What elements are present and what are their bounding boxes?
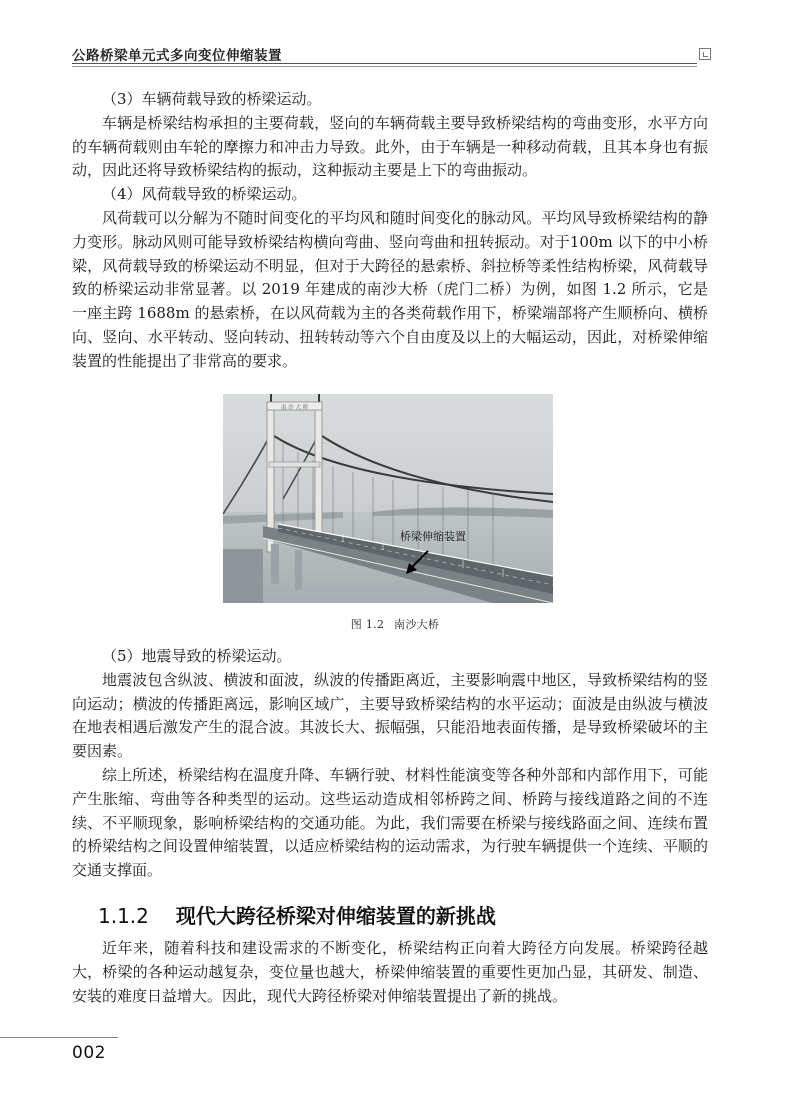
bridge-photo (223, 394, 553, 603)
subsection-heading-earthquake: （5）地震导致的桥梁运动。 (102, 647, 292, 665)
subsection-heading-wind-load: （4）风荷载导致的桥梁运动。 (102, 185, 307, 204)
text-block-1 (72, 88, 708, 374)
page-number: 002 (72, 1043, 106, 1063)
svg-text:南 沙 大 桥: 南 沙 大 桥 (281, 405, 309, 411)
figure-caption-title: 南沙大桥 (394, 618, 440, 631)
paragraph-vehicle-load: 车辆是桥梁结构承担的主要荷载，竖向的车辆荷载主要导致桥梁结构的弯曲变形，水平方向的车辆荷载则由车轮的摩擦力和冲击力导致。此外，由于车辆是一种移动荷载，且其本身也有振动，因此还将导致桥梁结构的振动，这种振动主要是上下的弯曲振动。 (72, 113, 708, 180)
text-block-2 (72, 645, 708, 883)
paragraph-new-challenges: 近年来，随着科技和建设需求的不断变化，桥梁结构正向着大跨径方向发展。桥梁跨径越大，桥梁的各种运动越复杂，变位量也越大，桥梁伸缩装置的重要性更加凸显，其研发、制造、安装的难度日益增大。因此，现代大跨径桥梁对伸缩装置提出了新的挑战。 (72, 939, 708, 1005)
paragraph-wind-load: 风荷载可以分解为不随时间变化的平均风和随时间变化的脉动风。平均风导致桥梁结构的静力变形。脉动风则可能导致桥梁结构横向弯曲、竖向弯曲和扭转振动。对于100m 以下的中小桥梁，风荷载导致的桥梁运动不明显，但对于大跨径的悬索桥、斜拉桥等柔性结构桥梁，风荷载导致的桥梁运动非常显著。以 2019 年建成的南沙大桥（虎门二桥）为例，如图 1.2 所示，它是一座主跨 1688m 的悬索桥，在以风荷载为主的各类荷载作用下，桥梁端部将产生顺桥向、横桥向、竖向、水平转动、竖向转动、扭转转动等六个自由度及以上的大幅运动，因此，对桥梁伸缩装置的性能提出了非常高的要求。 (72, 208, 708, 370)
header-rule (72, 63, 697, 64)
text-block-3 (72, 937, 708, 1008)
running-header-title: 公路桥梁单元式多向变位伸缩装置 (72, 48, 282, 64)
paragraph-summary: 综上所述，桥梁结构在温度升降、车辆行驶、材料性能演变等各种外部和内部作用下，可能产生胀缩、弯曲等各种类型的运动。这些运动造成相邻桥跨之间、桥跨与接线道路之间的不连续、不平顺现象，影响桥梁结构的交通功能。为此，我们需要在桥梁与接线路面之间、连续布置的桥梁结构之间设置伸缩装置，以适应桥梁结构的运动需求，为行驶车辆提供一个连续、平顺的交通支撑面。 (72, 765, 708, 880)
section-number: 1.1.2 (98, 904, 149, 928)
subsection-heading-vehicle-load: （3）车辆荷载导致的桥梁运动。 (102, 90, 322, 108)
footer-rule (0, 1037, 118, 1038)
paragraph-earthquake: 地震波包含纵波、横波和面波，纵波的传播距离近，主要影响震中地区，导致桥梁结构的竖向运动；横波的传播距离远，影响区域广，主要导致桥梁结构的水平运动；面波是由纵波与横波在地表相遇后激发产生的混合波。其波长大、振幅强，只能沿地表面传播，是导致桥梁破坏的主要因素。 (72, 670, 708, 761)
section-heading (98, 900, 496, 929)
figure-callout-label: 桥梁伸缩装置 (400, 530, 466, 543)
corner-ornament-icon (699, 48, 711, 60)
section-title: 现代大跨径桥梁对伸缩装置的新挑战 (175, 904, 496, 928)
figure-caption-number: 图 1.2 (350, 618, 385, 631)
figure-caption (0, 616, 790, 632)
running-header (72, 40, 712, 66)
header-rule-thin (72, 66, 697, 67)
bridge-photo-illustration (223, 394, 553, 603)
